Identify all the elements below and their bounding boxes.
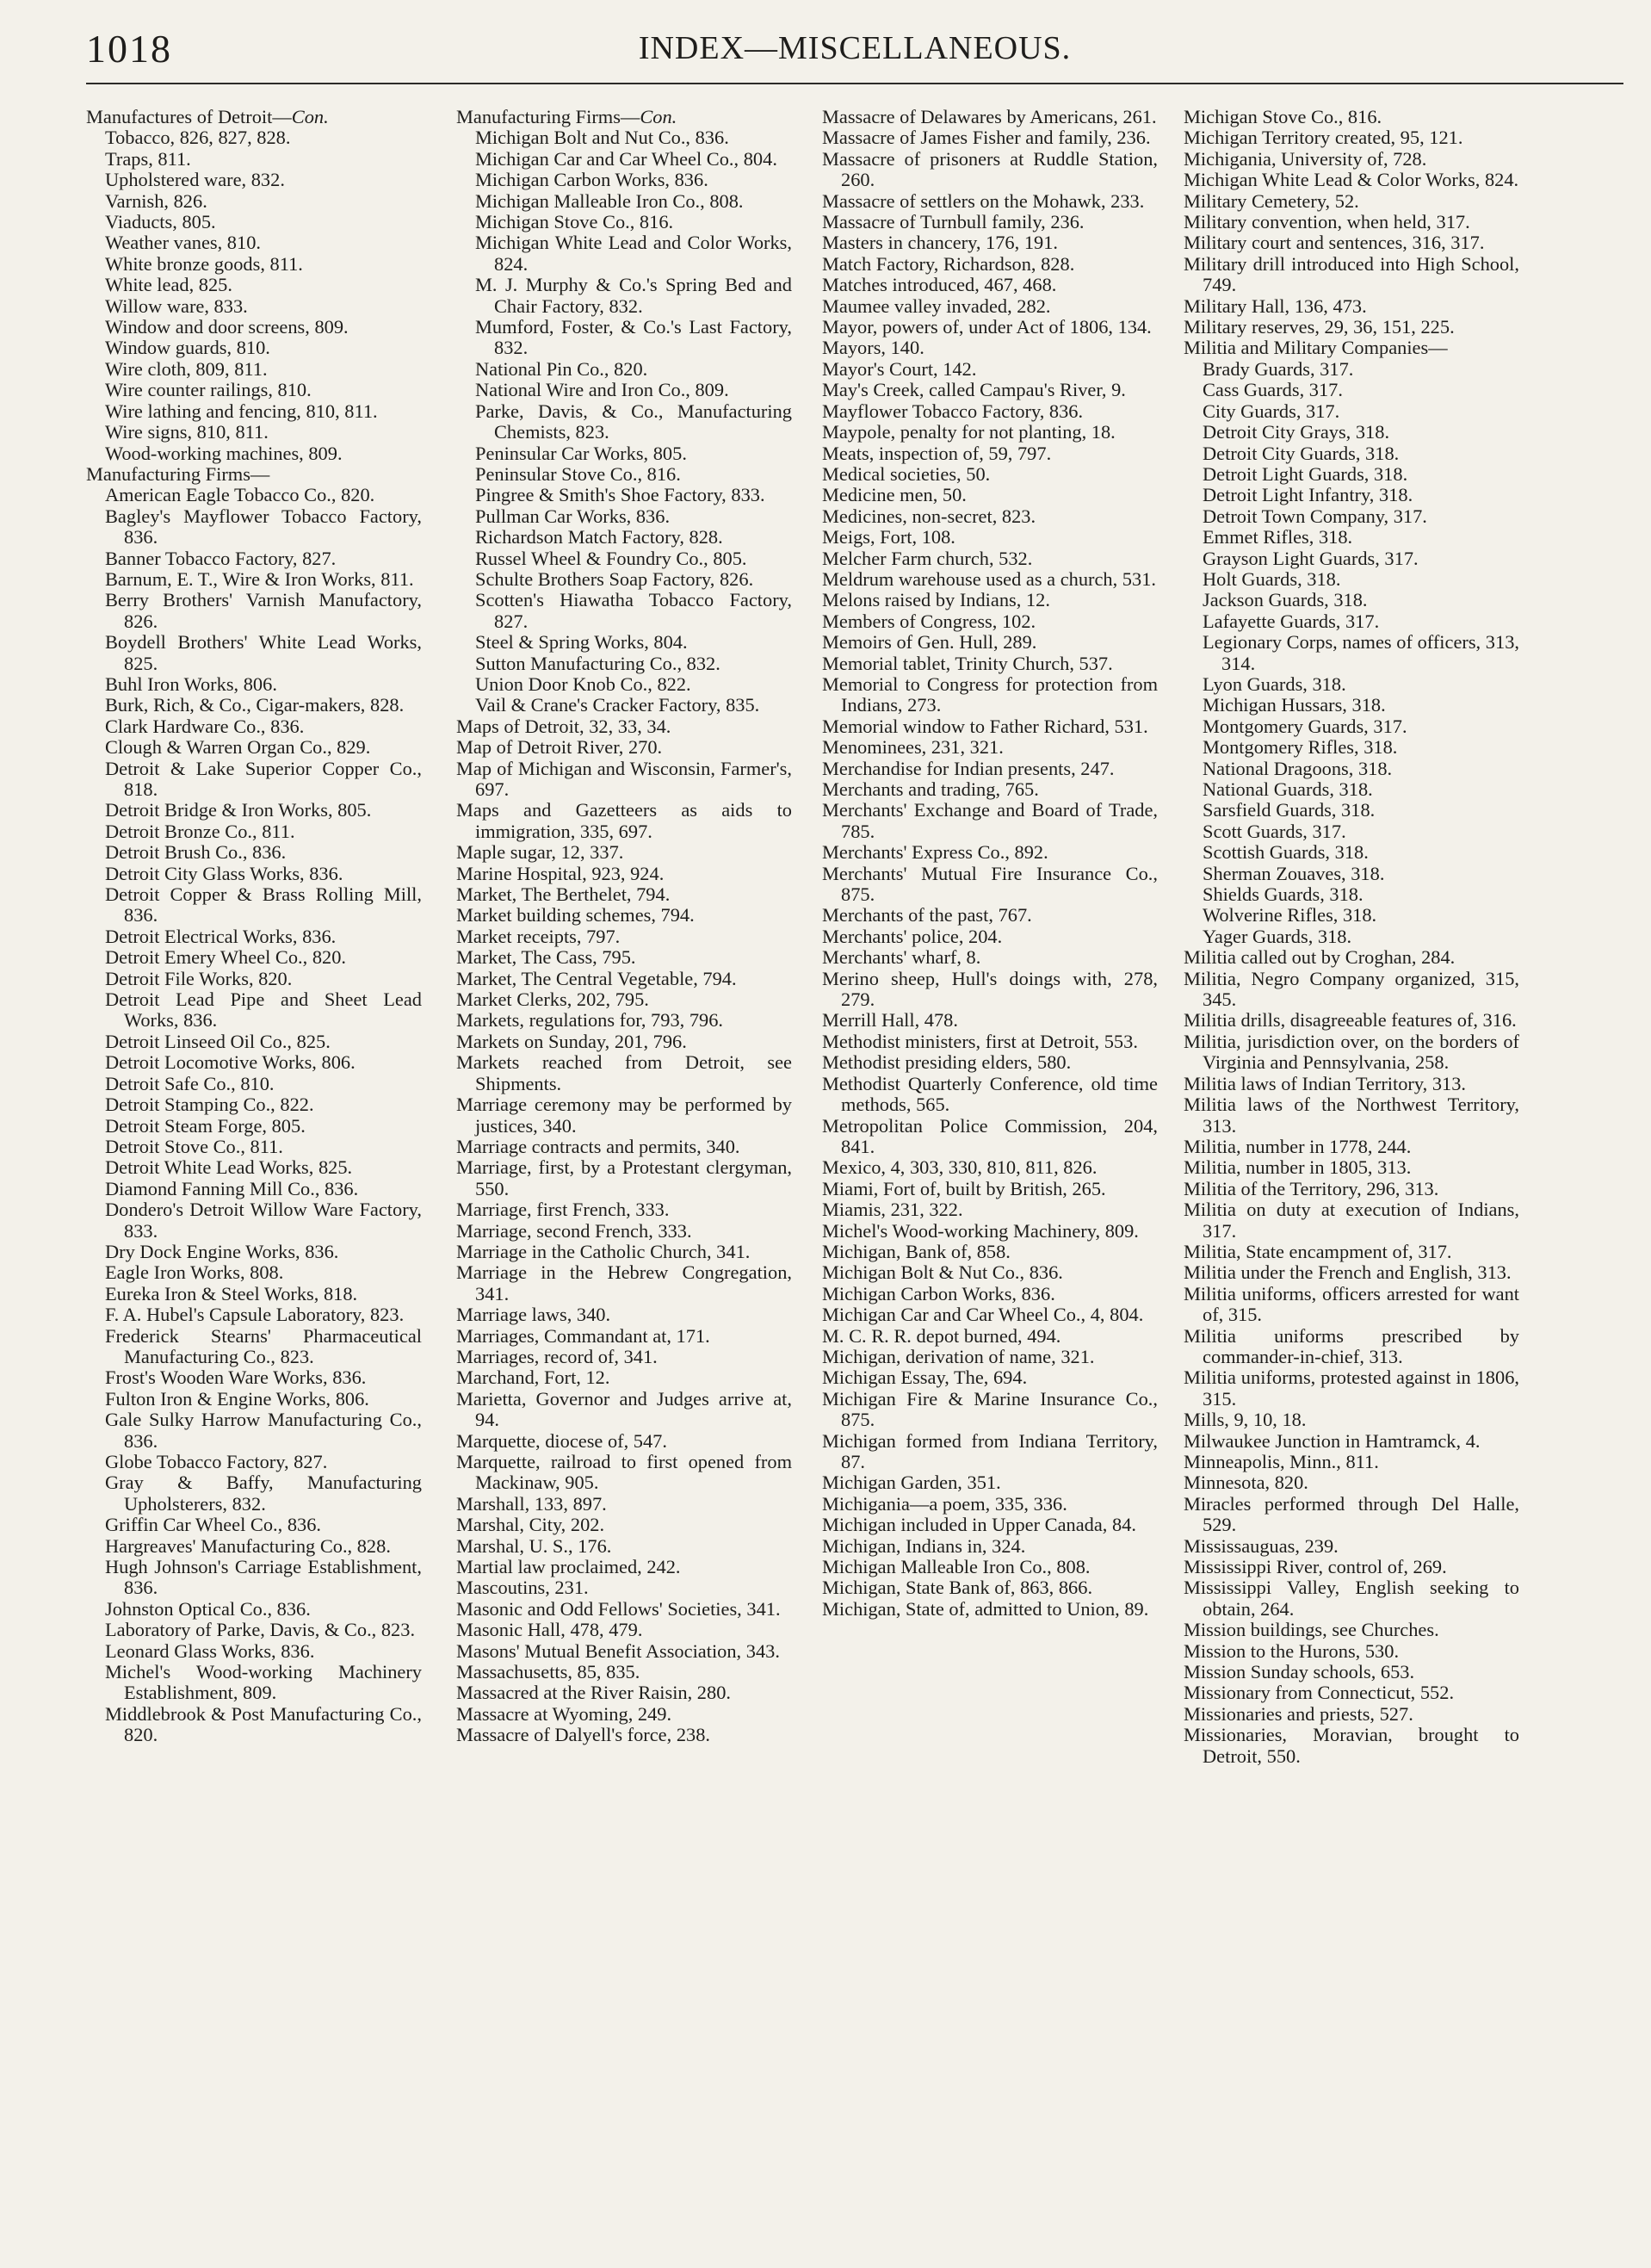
index-entry: Medicine men, 50. [822, 484, 967, 506]
heading-text: Manufacturing Firms— [456, 106, 640, 127]
index-subentry: Jackson Guards, 318. [1203, 589, 1368, 611]
index-entry: Missionary from Connecticut, 552. [1184, 1682, 1455, 1704]
index-subentry: Michigan Carbon Works, 836. [475, 169, 708, 191]
index-subentry: Buhl Iron Works, 806. [105, 672, 277, 695]
index-entry: Merino sheep, Hull's doings with, 278, 279. [822, 967, 1158, 1011]
index-entry: Market, The Berthelet, 794. [456, 883, 671, 906]
index-subentry: Detroit Locomotive Works, 806. [105, 1051, 356, 1074]
index-subentry: Pullman Car Works, 836. [475, 505, 671, 527]
index-entry: Militia uniforms, protested against in 1806, 315. [1184, 1366, 1519, 1410]
index-entry: Miami, Fort of, built by British, 265. [822, 1177, 1106, 1199]
index-subentry: Gale Sulky Harrow Manufacturing Co., 836. [105, 1409, 422, 1452]
index-subentry: Willow ware, 833. [105, 294, 248, 317]
index-subentry: Scottish Guards, 318. [1203, 841, 1369, 864]
index-entry: Michigania—a poem, 335, 336. [822, 1492, 1067, 1515]
index-entry: Michigan, Bank of, 858. [822, 1240, 1011, 1262]
index-subentry: Scotten's Hiawatha Tobacco Factory, 827. [475, 589, 792, 632]
index-entry: Methodist Quarterly Conference, old time methods, 565. [822, 1072, 1158, 1116]
index-entry: Merchants' police, 204. [822, 925, 1003, 947]
index-entry: Michigan, State Bank of, 863, 866. [822, 1577, 1093, 1599]
index-entry: Meigs, Fort, 108. [822, 526, 955, 548]
index-subentry: Varnish, 826. [105, 189, 207, 212]
index-entry: Meats, inspection of, 59, 797. [822, 442, 1052, 464]
index-column-2 [456, 107, 792, 1746]
index-subentry: Detroit City Grays, 318. [1203, 421, 1390, 443]
index-subentry: National Wire and Iron Co., 809. [475, 379, 729, 401]
index-entry: Memoirs of Gen. Hull, 289. [822, 631, 1037, 654]
heading-text: Manufactures of Detroit— [86, 106, 292, 127]
index-subentry: Griffin Car Wheel Co., 836. [105, 1514, 322, 1536]
index-subentry: Michigan Bolt and Nut Co., 836. [475, 127, 729, 149]
index-entry: Masonic and Odd Fellows' Societies, 341. [456, 1597, 781, 1620]
index-subentry: Detroit Bridge & Iron Works, 805. [105, 799, 372, 821]
index-entry: Michigan included in Upper Canada, 84. [822, 1514, 1136, 1536]
index-entry: Miracles performed through Del Halle, 529. [1184, 1492, 1519, 1536]
index-subentry: Detroit Steam Forge, 805. [105, 1114, 306, 1137]
index-entry: Michigan, Indians in, 324. [822, 1534, 1026, 1557]
index-subentry: Clough & Warren Organ Co., 829. [105, 736, 371, 759]
index-entry: Maple sugar, 12, 337. [456, 841, 624, 864]
index-entry: Massacre of Dalyell's force, 238. [456, 1724, 711, 1746]
index-entry: Mission buildings, see Churches. [1184, 1619, 1439, 1641]
index-entry: Medical societies, 50. [822, 462, 991, 485]
index-entry: Massacre of prisoners at Ruddle Station, 260. [822, 147, 1158, 191]
index-entry: Marriage in the Catholic Church, 341. [456, 1240, 751, 1262]
index-subentry: Union Door Knob Co., 822. [475, 672, 691, 695]
index-subentry: Bagley's Mayflower Tobacco Factory, 836. [105, 505, 422, 548]
index-entry: Minneapolis, Minn., 811. [1184, 1451, 1379, 1472]
index-subentry: Lyon Guards, 318. [1203, 672, 1346, 695]
index-entry: Market, The Central Vegetable, 794. [456, 967, 737, 989]
index-subentry: Gray & Baffy, Manufacturing Upholsterers, 832. [105, 1472, 422, 1515]
index-entry: Military convention, when held, 317. [1184, 211, 1470, 233]
index-entry: Marquette, railroad to first opened from Mackinaw, 905. [456, 1451, 792, 1494]
index-subentry: Detroit White Lead Works, 825. [105, 1156, 353, 1179]
column-continuation-heading [86, 107, 422, 127]
index-entry: Militia called out by Croghan, 284. [1184, 946, 1456, 969]
index-subentry: Parke, Davis, & Co., Manufacturing Chemists, 823. [475, 400, 792, 443]
index-entry: Michigan White Lead & Color Works, 824. [1184, 169, 1519, 191]
index-entry: Militia, Negro Company organized, 315, 345. [1184, 967, 1519, 1011]
index-entry: Market, The Cass, 795. [456, 946, 636, 969]
index-entry: Members of Congress, 102. [822, 610, 1036, 632]
index-entry: Massacre of Delawares by Americans, 261. [822, 106, 1157, 127]
index-subentry: American Eagle Tobacco Co., 820. [105, 484, 375, 506]
index-entry: Meldrum warehouse used as a church, 531. [822, 567, 1156, 590]
index-subentry: Burk, Rich, & Co., Cigar-makers, 828. [105, 694, 405, 716]
index-subentry: Wood-working machines, 809. [105, 442, 343, 464]
index-entry: Markets on Sunday, 201, 796. [456, 1030, 687, 1052]
index-entry: Marshal, City, 202. [456, 1514, 605, 1536]
index-subentry: Detroit Electrical Works, 836. [105, 925, 337, 947]
index-entry: Merchants' Mutual Fire Insurance Co., 875. [822, 862, 1158, 906]
index-subentry: Sarsfield Guards, 318. [1203, 799, 1376, 821]
index-entry: Militia uniforms prescribed by commander-in-chief, 313. [1184, 1324, 1519, 1367]
index-entry: Michigan Stove Co., 816. [1184, 106, 1382, 127]
index-subentry: Scott Guards, 317. [1203, 820, 1346, 842]
index-subentry: Eagle Iron Works, 808. [105, 1261, 284, 1284]
header-rule [86, 83, 1623, 84]
index-column-1 [86, 107, 422, 1746]
index-subentry: Emmet Rifles, 318. [1203, 526, 1353, 548]
index-entry: Michigan Malleable Iron Co., 808. [822, 1556, 1091, 1578]
index-entry: Military Cemetery, 52. [1184, 189, 1359, 212]
index-entry: Marriages, record of, 341. [456, 1345, 658, 1367]
index-entry: Missionaries and priests, 527. [1184, 1702, 1413, 1725]
index-subentry: Vail & Crane's Cracker Factory, 835. [475, 694, 760, 716]
index-subentry: Wolverine Rifles, 318. [1203, 904, 1377, 926]
index-entry: Militia laws of Indian Territory, 313. [1184, 1072, 1467, 1094]
index-subentry: Michigan Car and Car Wheel Co., 804. [475, 147, 777, 170]
index-subentry: Detroit Light Guards, 318. [1203, 462, 1408, 485]
index-subentry: Michigan Stove Co., 816. [475, 211, 674, 233]
index-entry: Mills, 9, 10, 18. [1184, 1409, 1307, 1431]
index-entry: Mayflower Tobacco Factory, 836. [822, 400, 1084, 422]
index-columns [86, 107, 1623, 2242]
index-subentry: Richardson Match Factory, 828. [475, 526, 723, 548]
index-entry: Marriage ceremony may be performed by justices, 340. [456, 1094, 792, 1137]
index-entry: Massacre at Wyoming, 249. [456, 1702, 672, 1725]
index-subentry: Detroit City Guards, 318. [1203, 442, 1400, 464]
index-subentry: Eureka Iron & Steel Works, 818. [105, 1282, 358, 1304]
index-entry: Melcher Farm church, 532. [822, 547, 1033, 569]
index-entry: Michigania, University of, 728. [1184, 147, 1427, 170]
index-subentry: Mumford, Foster, & Co.'s Last Factory, 832. [475, 316, 792, 359]
index-subentry: Detroit Bronze Co., 811. [105, 820, 295, 842]
index-subentry: Detroit Town Company, 317. [1203, 505, 1427, 527]
index-entry: Marquette, diocese of, 547. [456, 1429, 667, 1452]
index-entry: Mayors, 140. [822, 337, 924, 359]
index-entry: Michigan Fire & Marine Insurance Co., 875. [822, 1387, 1158, 1431]
index-subentry: Shields Guards, 318. [1203, 883, 1363, 906]
heading-continued-marker: Con. [291, 106, 329, 127]
index-entry: Marietta, Governor and Judges arrive at, 94. [456, 1387, 792, 1431]
index-entry: Markets, regulations for, 793, 796. [456, 1009, 724, 1032]
index-entry: Massacre of James Fisher and family, 236. [822, 127, 1151, 149]
index-entry: Marine Hospital, 923, 924. [456, 862, 665, 884]
index-subentry: Window guards, 810. [105, 337, 270, 359]
index-entry: Merchants and trading, 765. [822, 778, 1039, 800]
index-entry: Marriages, Commandant at, 171. [456, 1324, 710, 1347]
index-subentry: Wire counter railings, 810. [105, 379, 312, 401]
index-entry: Marchand, Fort, 12. [456, 1366, 610, 1389]
index-subentry: Detroit Emery Wheel Co., 820. [105, 946, 347, 969]
index-column-3 [822, 107, 1158, 1620]
index-entry: Military Hall, 136, 473. [1184, 294, 1367, 317]
page-number: 1018 [86, 27, 172, 71]
index-entry: Michigan Garden, 351. [822, 1472, 1001, 1494]
index-entry: Massachusetts, 85, 835. [456, 1661, 640, 1683]
index-subentry: Detroit Linseed Oil Co., 825. [105, 1030, 331, 1052]
page-header [86, 26, 1623, 77]
index-entry: Minnesota, 820. [1184, 1472, 1308, 1494]
index-subentry: Laboratory of Parke, Davis, & Co., 823. [105, 1619, 416, 1641]
index-subentry: Johnston Optical Co., 836. [105, 1597, 311, 1620]
index-entry: Militia, State encampment of, 317. [1184, 1240, 1452, 1262]
index-entry: Markets reached from Detroit, see Shipments. [456, 1051, 792, 1094]
index-entry: Marriage laws, 340. [456, 1304, 611, 1326]
index-subentry: Globe Tobacco Factory, 827. [105, 1451, 328, 1472]
index-subentry: Steel & Spring Works, 804. [475, 631, 688, 654]
index-subentry: Diamond Fanning Mill Co., 836. [105, 1177, 359, 1199]
index-entry: Martial law proclaimed, 242. [456, 1556, 681, 1578]
index-subentry: Wire signs, 810, 811. [105, 421, 269, 443]
index-entry: Methodist ministers, first at Detroit, 553. [822, 1030, 1138, 1052]
index-subentry: Sherman Zouaves, 318. [1203, 862, 1385, 884]
index-subentry: Barnum, E. T., Wire & Iron Works, 811. [105, 567, 414, 590]
index-entry: Masonic Hall, 478, 479. [456, 1619, 643, 1641]
index-entry: Marshall, 133, 897. [456, 1492, 607, 1515]
index-entry: Massacred at the River Raisin, 280. [456, 1682, 731, 1704]
index-entry: Milwaukee Junction in Hamtramck, 4. [1184, 1429, 1481, 1452]
index-subentry: Grayson Light Guards, 317. [1203, 547, 1419, 569]
index-subentry: Frederick Stearns' Pharmaceutical Manufacturing Co., 823. [105, 1324, 422, 1367]
index-entry: Matches introduced, 467, 468. [822, 274, 1057, 296]
index-subentry: National Dragoons, 318. [1203, 757, 1393, 779]
index-entry: Militia of the Territory, 296, 313. [1184, 1177, 1439, 1199]
index-subentry: Banner Tobacco Factory, 827. [105, 547, 337, 569]
index-subentry: Michigan White Lead and Color Works, 824. [475, 232, 792, 275]
index-entry: Merchants' wharf, 8. [822, 946, 981, 969]
index-subentry: Leonard Glass Works, 836. [105, 1639, 315, 1662]
index-entry: Militia uniforms, officers arrested for want of, 315. [1184, 1282, 1519, 1326]
index-subentry: Detroit Light Infantry, 318. [1203, 484, 1413, 506]
index-subentry: Upholstered ware, 832. [105, 169, 285, 191]
index-entry: Medicines, non-secret, 823. [822, 505, 1036, 527]
index-entry: Memorial window to Father Richard, 531. [822, 715, 1148, 737]
index-entry: Military reserves, 29, 36, 151, 225. [1184, 316, 1455, 338]
index-entry: Marriage in the Hebrew Congregation, 341. [456, 1261, 792, 1304]
index-entry: Memorial to Congress for protection from Indians, 273. [822, 672, 1158, 716]
heading-continued-marker: Con. [640, 106, 677, 127]
running-head: INDEX—MISCELLANEOUS. [638, 30, 1072, 66]
index-entry: Merchandise for Indian presents, 247. [822, 757, 1115, 779]
index-subentry: Berry Brothers' Varnish Manufactory, 826. [105, 589, 422, 632]
index-entry: Manufacturing Firms— [86, 462, 270, 485]
index-subentry: Wire cloth, 809, 811. [105, 357, 268, 380]
index-entry: Mission Sunday schools, 653. [1184, 1661, 1415, 1683]
index-subentry: Dry Dock Engine Works, 836. [105, 1240, 339, 1262]
index-entry: Michel's Wood-working Machinery, 809. [822, 1219, 1139, 1242]
index-entry: Military drill introduced into High School, 749. [1184, 252, 1519, 296]
index-subentry: Detroit Lead Pipe and Sheet Lead Works, 836. [105, 988, 422, 1032]
index-entry: Menominees, 231, 321. [822, 736, 1004, 759]
index-entry: Michigan Carbon Works, 836. [822, 1282, 1055, 1304]
index-entry: Massacre of settlers on the Mohawk, 233. [822, 189, 1145, 212]
index-entry: Memorial tablet, Trinity Church, 537. [822, 652, 1113, 674]
index-entry: Mississauguas, 239. [1184, 1534, 1339, 1557]
index-entry: Militia, number in 1805, 313. [1184, 1156, 1412, 1179]
index-entry: Military court and sentences, 316, 317. [1184, 232, 1485, 254]
index-subentry: Michigan Malleable Iron Co., 808. [475, 189, 744, 212]
index-entry: Marriage contracts and permits, 340. [456, 1135, 740, 1157]
index-subentry: Viaducts, 805. [105, 211, 216, 233]
index-subentry: Hargreaves' Manufacturing Co., 828. [105, 1534, 391, 1557]
index-subentry: Tobacco, 826, 827, 828. [105, 127, 291, 149]
index-subentry: Cass Guards, 317. [1203, 379, 1343, 401]
index-entry: Michigan Bolt & Nut Co., 836. [822, 1261, 1063, 1284]
index-entry: Michigan Essay, The, 694. [822, 1366, 1028, 1389]
index-subentry: City Guards, 317. [1203, 400, 1340, 422]
index-subentry: Detroit Stamping Co., 822. [105, 1094, 314, 1116]
index-subentry: Boydell Brothers' White Lead Works, 825. [105, 631, 422, 674]
index-entry: Michigan Territory created, 95, 121. [1184, 127, 1463, 149]
index-subentry: Peninsular Stove Co., 816. [475, 462, 681, 485]
index-entry: Maumee valley invaded, 282. [822, 294, 1051, 317]
index-subentry: Detroit Copper & Brass Rolling Mill, 836. [105, 883, 422, 926]
index-entry: M. C. R. R. depot burned, 494. [822, 1324, 1061, 1347]
index-subentry: M. J. Murphy & Co.'s Spring Bed and Chair Factory, 832. [475, 274, 792, 317]
index-subentry: Montgomery Rifles, 318. [1203, 736, 1398, 759]
index-entry: Militia on duty at execution of Indians, 317. [1184, 1199, 1519, 1242]
column-continuation-heading [456, 107, 792, 127]
index-subentry: Weather vanes, 810. [105, 232, 261, 254]
index-subentry: Schulte Brothers Soap Factory, 826. [475, 567, 754, 590]
index-subentry: National Guards, 318. [1203, 778, 1373, 800]
index-entry: Mayor, powers of, under Act of 1806, 134. [822, 316, 1152, 338]
index-entry: Match Factory, Richardson, 828. [822, 252, 1075, 275]
index-entry: Militia under the French and English, 313. [1184, 1261, 1512, 1284]
index-subentry: Detroit File Works, 820. [105, 967, 293, 989]
index-entry: Marriage, second French, 333. [456, 1219, 692, 1242]
index-subentry: Brady Guards, 317. [1203, 357, 1354, 380]
index-entry: Merchants of the past, 767. [822, 904, 1032, 926]
index-subentry: Window and door screens, 809. [105, 316, 349, 338]
index-entry: Militia, jurisdiction over, on the borders of Virginia and Pennsylvania, 258. [1184, 1030, 1519, 1074]
index-entry: Mississippi River, control of, 269. [1184, 1556, 1447, 1578]
index-entry: Mayor's Court, 142. [822, 357, 977, 380]
index-subentry: Detroit Safe Co., 810. [105, 1072, 275, 1094]
index-entry: Mississippi Valley, English seeking to obtain, 264. [1184, 1577, 1519, 1620]
index-entry: Michigan Car and Car Wheel Co., 4, 804. [822, 1304, 1144, 1326]
index-subentry: Frost's Wooden Ware Works, 836. [105, 1366, 367, 1389]
index-subentry: Detroit Brush Co., 836. [105, 841, 287, 864]
index-subentry: Michigan Hussars, 318. [1203, 694, 1386, 716]
index-subentry: Dondero's Detroit Willow Ware Factory, 833. [105, 1199, 422, 1242]
index-entry: Merchants' Express Co., 892. [822, 841, 1048, 864]
index-entry: Militia, number in 1778, 244. [1184, 1135, 1412, 1157]
index-entry: Mission to the Hurons, 530. [1184, 1639, 1400, 1662]
index-subentry: White lead, 825. [105, 274, 232, 296]
index-subentry: White bronze goods, 811. [105, 252, 303, 275]
index-entry: Merchants' Exchange and Board of Trade, 785. [822, 799, 1158, 842]
index-entry: Michigan, derivation of name, 321. [822, 1345, 1095, 1367]
index-subentry: Detroit & Lake Superior Copper Co., 818. [105, 757, 422, 800]
index-entry: Market receipts, 797. [456, 925, 621, 947]
index-subentry: F. A. Hubel's Capsule Laboratory, 823. [105, 1304, 405, 1326]
index-entry: Miamis, 231, 322. [822, 1199, 963, 1221]
index-entry: Marriage, first French, 333. [456, 1199, 670, 1221]
index-entry: Methodist presiding elders, 580. [822, 1051, 1072, 1074]
index-entry: Masters in chancery, 176, 191. [822, 232, 1059, 254]
index-entry: Map of Michigan and Wisconsin, Farmer's, 697. [456, 757, 792, 800]
index-entry: Maps and Gazetteers as aids to immigration, 335, 697. [456, 799, 792, 842]
index-subentry: Traps, 811. [105, 147, 191, 170]
index-entry: Mascoutins, 231. [456, 1577, 589, 1599]
index-entry: Missionaries, Moravian, brought to Detroit, 550. [1184, 1724, 1519, 1767]
index-entry: Militia and Military Companies— [1184, 337, 1448, 359]
index-subentry: Montgomery Guards, 317. [1203, 715, 1407, 737]
index-subentry: Russel Wheel & Foundry Co., 805. [475, 547, 747, 569]
index-subentry: Michel's Wood-working Machinery Establishment, 809. [105, 1661, 422, 1704]
index-subentry: Detroit City Glass Works, 836. [105, 862, 343, 884]
index-subentry: Yager Guards, 318. [1203, 925, 1352, 947]
index-entry: Market Clerks, 202, 795. [456, 988, 649, 1011]
index-entry: May's Creek, called Campau's River, 9. [822, 379, 1126, 401]
index-subentry: Middlebrook & Post Manufacturing Co., 820. [105, 1702, 422, 1746]
index-entry: Map of Detroit River, 270. [456, 736, 663, 759]
index-entry: Maps of Detroit, 32, 33, 34. [456, 715, 671, 737]
index-entry: Michigan formed from Indiana Territory, 87. [822, 1429, 1158, 1472]
index-entry: Massacre of Turnbull family, 236. [822, 211, 1085, 233]
index-entry: Michigan, State of, admitted to Union, 89. [822, 1597, 1149, 1620]
index-column-4 [1184, 107, 1519, 1767]
index-subentry: Holt Guards, 318. [1203, 567, 1341, 590]
index-entry: Market building schemes, 794. [456, 904, 695, 926]
index-subentry: Peninsular Car Works, 805. [475, 442, 687, 464]
index-entry: Melons raised by Indians, 12. [822, 589, 1050, 611]
index-subentry: Hugh Johnson's Carriage Establishment, 836. [105, 1556, 422, 1599]
index-entry: Marriage, first, by a Protestant clergyman, 550. [456, 1156, 792, 1199]
index-subentry: Lafayette Guards, 317. [1203, 610, 1380, 632]
index-entry: Militia laws of the Northwest Territory, 313. [1184, 1094, 1519, 1137]
index-subentry: Legionary Corps, names of officers, 313, 314. [1203, 631, 1519, 674]
index-entry: Mexico, 4, 303, 330, 810, 811, 826. [822, 1156, 1098, 1179]
index-subentry: Clark Hardware Co., 836. [105, 715, 305, 737]
index-entry: Marshal, U. S., 176. [456, 1534, 612, 1557]
index-subentry: Pingree & Smith's Shoe Factory, 833. [475, 484, 765, 506]
index-subentry: Wire lathing and fencing, 810, 811. [105, 400, 378, 422]
index-subentry: Detroit Stove Co., 811. [105, 1135, 283, 1157]
index-subentry: National Pin Co., 820. [475, 357, 648, 380]
index-subentry: Fulton Iron & Engine Works, 806. [105, 1387, 369, 1410]
index-entry: Masons' Mutual Benefit Association, 343. [456, 1639, 780, 1662]
index-entry: Merrill Hall, 478. [822, 1009, 958, 1032]
index-entry: Metropolitan Police Commission, 204, 841. [822, 1114, 1158, 1157]
index-entry: Militia drills, disagreeable features of, 316. [1184, 1009, 1517, 1032]
index-entry: Maypole, penalty for not planting, 18. [822, 421, 1116, 443]
index-subentry: Sutton Manufacturing Co., 832. [475, 652, 720, 674]
